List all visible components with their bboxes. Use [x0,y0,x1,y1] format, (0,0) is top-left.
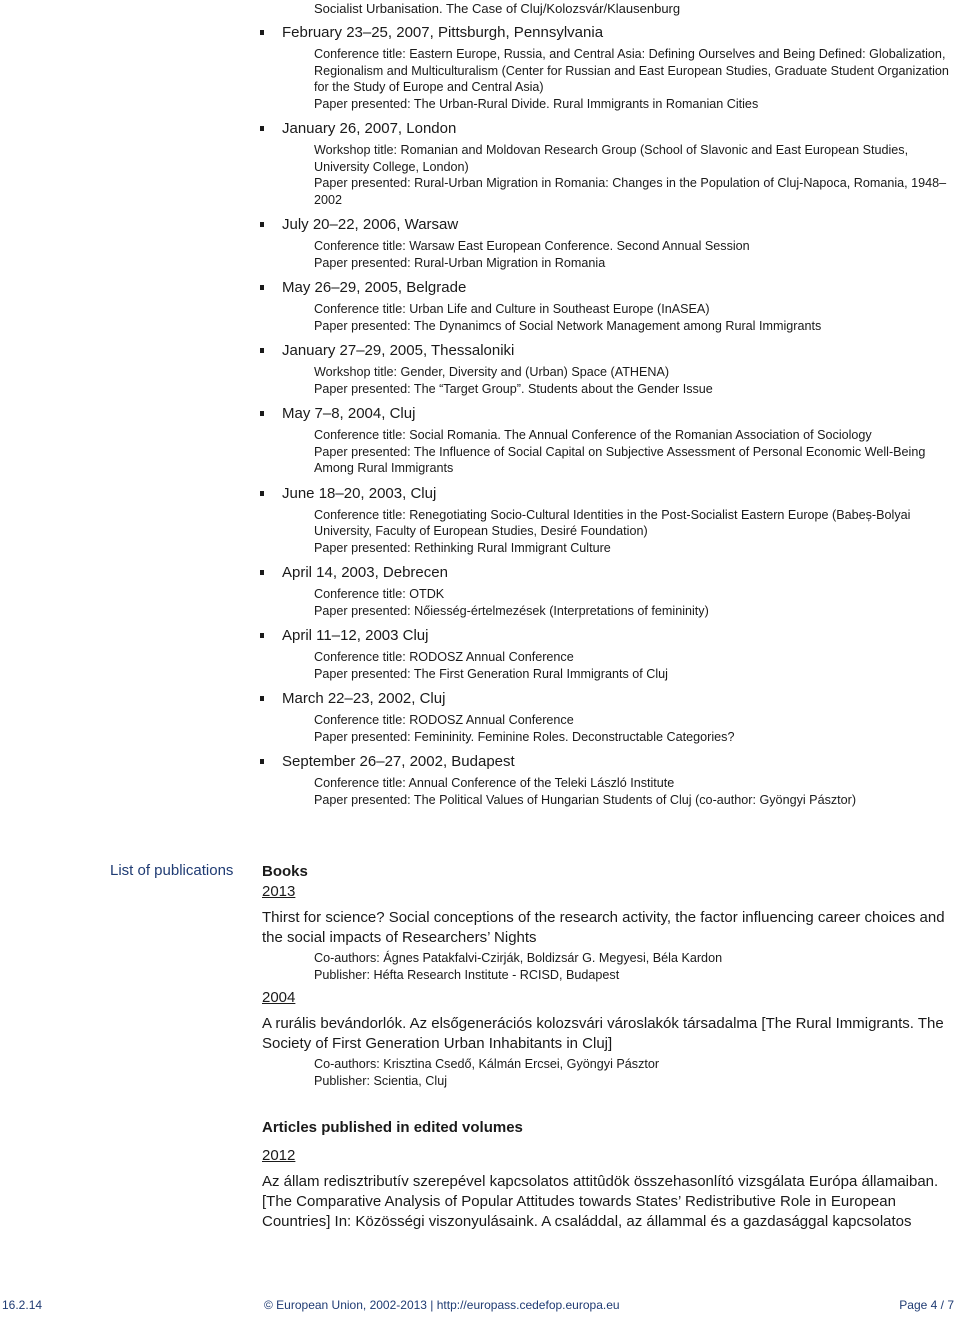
conference-title-line: Workshop title: Romanian and Moldovan Research Group (School of Slavonic and East European Studies, University College, London) [314,143,909,174]
paper-presented-line: Paper presented: The Influence of Social Capital on Subjective Assessment of Personal Economic Well-Being Among Rural Immigrants [314,444,926,475]
conference-details [314,427,958,477]
conference-heading-text: May 26–29, 2005, Belgrade [282,279,467,296]
conference-date-location [258,22,958,43]
conference-title-line: Conference title: Urban Life and Culture in Southeast Europe (InASEA) [314,302,710,316]
conference-entry [258,403,958,477]
paper-presented-line: Paper presented: The Dynanimcs of Social Network Management among Rural Immigrants [314,318,822,333]
conference-details [314,586,958,619]
publications-section [262,862,957,1232]
square-bullet-icon [260,30,264,35]
conference-entry [258,214,958,271]
article-year: 2012 [262,1147,296,1164]
footer-date: 16.2.14 [2,1298,43,1312]
conference-entry [258,688,958,745]
square-bullet-icon [260,633,264,638]
conference-details [314,507,958,557]
conference-entry [258,340,958,397]
articles-heading: Articles published in edited volumes [262,1119,523,1136]
conference-details [314,775,958,808]
square-bullet-icon [260,126,264,131]
conference-date-location [258,403,958,424]
paper-presented-line: Paper presented: Rural-Urban Migration in Romania: Changes in the Population of Cluj-Napoca, Romania, 1948–2002 [314,176,947,207]
conference-heading-text: February 23–25, 2007, Pittsburgh, Pennsylvania [282,24,604,41]
conference-date-location [258,562,958,583]
conference-heading-text: September 26–27, 2002, Budapest [282,753,515,770]
book-year: 2013 [262,883,296,900]
continued-paper-line: Socialist Urbanisation. The Case of Cluj/Kolozsvár/Klausenburg [314,1,681,16]
paper-presented-line: Paper presented: The “Target Group”. Students about the Gender Issue [314,381,713,396]
paper-presented-line: Paper presented: Femininity. Feminine Roles. Deconstructable Categories? [314,729,735,744]
conference-date-location [258,688,958,709]
conference-heading-text: January 27–29, 2005, Thessaloniki [282,342,515,359]
conference-heading-text: July 20–22, 2006, Warsaw [282,216,459,233]
square-bullet-icon [260,411,264,416]
conference-details [314,142,958,208]
conference-entry [258,118,958,208]
conference-title-line: Workshop title: Gender, Diversity and (Urban) Space (ATHENA) [314,365,670,379]
square-bullet-icon [260,696,264,701]
square-bullet-icon [260,570,264,575]
paper-presented-line: Paper presented: The Urban-Rural Divide. Rural Immigrants in Romanian Cities [314,96,759,111]
conference-entry [258,22,958,112]
publications-section-label: List of publications [110,862,234,879]
article-entry [262,1146,957,1232]
conference-details [314,649,958,682]
paper-presented-line: Paper presented: The Political Values of Hungarian Students of Cluj (co-author: Gyöngyi Pásztor) [314,792,857,807]
conference-date-location [258,118,958,139]
conference-entry [258,562,958,619]
conference-heading-text: April 14, 2003, Debrecen [282,564,448,581]
conference-heading-text: April 11–12, 2003 Cluj [282,627,429,644]
paper-presented-line: Paper presented: Rural-Urban Migration in Romania [314,255,606,270]
conference-details [314,238,958,271]
footer-copyright-link[interactable]: © European Union, 2002-2013 | http://europass.cedefop.europa.eu [264,1298,620,1312]
conference-details [314,712,958,745]
conference-date-location [258,277,958,298]
paper-presented-line: Paper presented: The First Generation Rural Immigrants of Cluj [314,666,668,681]
conference-title-line: Conference title: OTDK [314,587,445,601]
conference-date-location [258,214,958,235]
conference-details [314,364,958,397]
square-bullet-icon [260,759,264,764]
conference-heading-text: March 22–23, 2002, Cluj [282,690,446,707]
conference-list [258,22,958,814]
book-coauthors: Co-authors: Ágnes Patakfalvi-Czirják, Boldizsár G. Megyesi, Béla Kardon [314,951,723,965]
conference-date-location [258,751,958,772]
conference-title-line: Conference title: Warsaw East European Conference. Second Annual Session [314,239,750,253]
conference-heading-text: June 18–20, 2003, Cluj [282,484,437,502]
paper-presented-line: Paper presented: Nőiesség-értelmezések (Interpretations of femininity) [314,603,709,618]
book-coauthors: Co-authors: Krisztina Csedő, Kálmán Ercsei, Gyöngyi Pásztor [314,1057,660,1071]
conference-entry [258,751,958,808]
conference-details [314,301,958,334]
conference-title-line: Conference title: Renegotiating Socio-Cultural Identities in the Post-Socialist Eastern Europe (Babeș-Bolyai University, Faculty of European Studies, Desiré Foundation) [314,507,911,538]
conference-date-location [258,340,958,361]
conference-heading-text: January 26, 2007, London [282,120,457,137]
conference-title-line: Conference title: RODOSZ Annual Conference [314,713,574,727]
book-entry [262,988,957,1090]
square-bullet-icon [260,285,264,290]
conference-entry [258,625,958,682]
conference-title-line: Conference title: RODOSZ Annual Conference [314,650,574,664]
book-entry [262,882,957,984]
conference-details [314,46,958,112]
conference-title-line: Conference title: Eastern Europe, Russia, and Central Asia: Defining Ourselves and Being Defined: Globalization, Regionalism and Multiculturalism (Center for Russian and East European Studies, Graduate Student Organization for the Study of Europe and Central Asia) [314,47,949,94]
footer-page-number: Page 4 / 7 [899,1298,954,1312]
conference-entry [258,483,958,557]
conference-title-line: Conference title: Annual Conference of the Teleki László Institute [314,776,675,790]
conference-entry [258,277,958,334]
book-year: 2004 [262,989,296,1006]
book-title: A rurális bevándorlók. Az elsőgenerációs kolozsvári városlakók társadalma [The Rural Immigrants. The Society of First Generation Urban Inhabitants in Cluj] [262,1015,944,1052]
book-title: Thirst for science? Social conceptions of the research activity, the factor influencing career choices and the social impacts of Researchers’ Nights [262,909,945,946]
books-heading: Books [262,863,308,880]
square-bullet-icon [260,348,264,353]
conference-date-location [258,625,958,646]
book-publisher: Publisher: Scientia, Cluj [314,1074,447,1088]
square-bullet-icon [260,222,264,227]
paper-presented-line: Paper presented: Rethinking Rural Immigrant Culture [314,540,611,555]
square-bullet-icon [260,491,264,496]
conference-title-line: Conference title: Social Romania. The Annual Conference of the Romanian Association of Sociology [314,428,872,442]
conference-heading-text: May 7–8, 2004, Cluj [282,405,416,422]
conference-date-location [258,483,958,504]
book-publisher: Publisher: Héfta Research Institute - RCISD, Budapest [314,968,620,982]
article-title: Az állam redisztributív szerepével kapcsolatos attitûdök összehasonlító vizsgálata Európa államaiban. [The Comparative Analysis of Popular Attitudes towards States’ Redistributive Role in European Countries] In: Közösségi viszonyulásaink. A családdal, az állammal és a gazdasággal kapcsolatos [262,1173,939,1230]
